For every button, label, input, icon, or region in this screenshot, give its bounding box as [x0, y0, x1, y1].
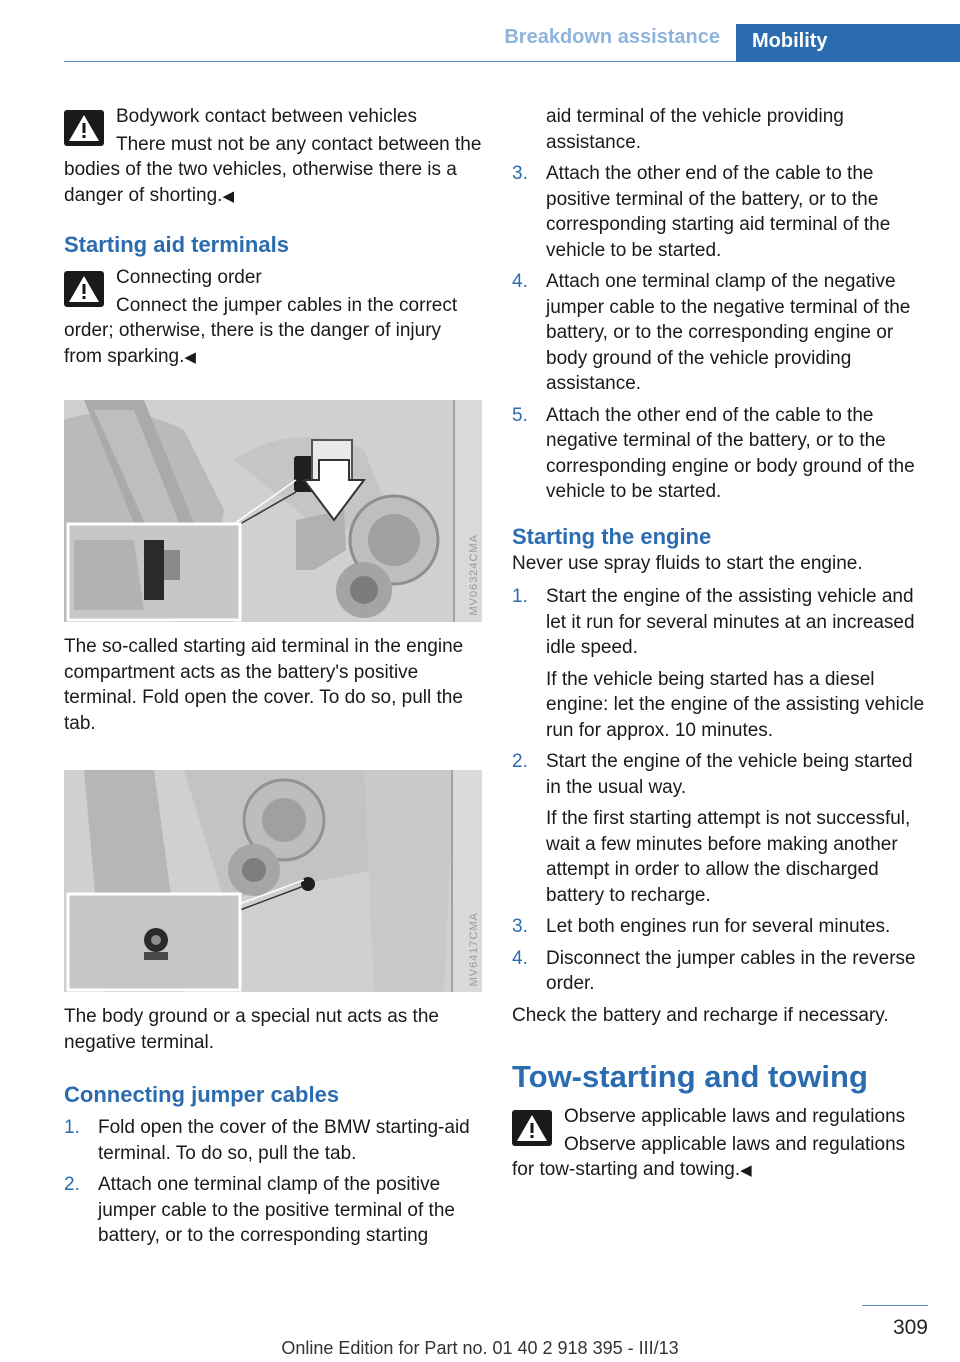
- figure-body-ground: [64, 770, 482, 992]
- step-text: Let both engines run for several minutes.: [546, 916, 891, 937]
- left-column: [64, 100, 482, 1255]
- warning-text: There must not be any contact between the bodies of the two vehicles, otherwise there is a danger of shorting.◀: [64, 133, 482, 206]
- warning-title: Connecting order: [116, 267, 262, 288]
- list-item: [512, 584, 928, 743]
- step-text: Disconnect the jumper cables in the reverse order.: [546, 947, 916, 994]
- engine-photo-positive-terminal: [64, 400, 482, 622]
- end-mark: ◀: [184, 348, 196, 366]
- step-text: Attach one terminal clamp of the positive jumper cable to the positive terminal of the battery, or to the corresponding starting: [98, 1174, 455, 1246]
- list-item: [64, 1115, 482, 1166]
- warning-triangle-icon: [64, 271, 104, 307]
- footer-divider: [862, 1305, 928, 1306]
- step-text: Start the engine of the vehicle being started in the usual way.: [546, 751, 913, 798]
- figure-code: MV6417CMA: [468, 911, 480, 986]
- step-text: Attach the other end of the cable to the negative terminal of the battery, or to the corresponding engine or body ground of the vehicle to be started.: [546, 404, 915, 502]
- warning-triangle-icon: [512, 1110, 552, 1146]
- step-number: 4.: [512, 271, 528, 292]
- paragraph-negative-terminal: The body ground or a special nut acts as the negative terminal.: [64, 1006, 439, 1053]
- heading-starting-aid-terminals: Starting aid terminals: [64, 232, 289, 257]
- heading-starting-the-engine: Starting the engine: [512, 523, 712, 549]
- warning-connecting-order: [64, 265, 482, 370]
- step-number: 2.: [64, 1174, 80, 1195]
- header-chapter-tab: Mobility: [736, 24, 960, 62]
- figure-code: MV06324CMA: [468, 534, 480, 616]
- step-number: 1.: [64, 1117, 80, 1138]
- step-text: Fold open the cover of the BMW starting-aid terminal. To do so, pull the tab.: [98, 1117, 470, 1164]
- step-number: 4.: [512, 947, 528, 969]
- warning-text: Observe applicable laws and regulations for tow-starting and towing.◀: [512, 1133, 906, 1180]
- figure-starting-aid-terminal: [64, 400, 482, 622]
- warning-laws-regulations: [512, 1104, 928, 1184]
- warning-triangle-icon: [64, 110, 104, 146]
- heading-connecting-jumper-cables: Connecting jumper cables: [64, 1082, 340, 1107]
- step-text: Start the engine of the assisting vehicle and let it run for several minutes at an increased idle speed.: [546, 586, 915, 658]
- step-text: Attach one terminal clamp of the negative jumper cable to the negative terminal of the battery, or to the corresponding engine or body ground of the vehicle providing assistance.: [546, 271, 911, 394]
- paragraph-spray-warning: Never use spray fluids to start the engine.: [512, 552, 863, 574]
- heading-tow-starting-and-towing: Tow-starting and towing: [512, 1059, 868, 1094]
- footer-edition-text: Online Edition for Part no. 01 40 2 918 395 - III/13: [281, 1338, 679, 1358]
- step-number: 3.: [512, 163, 528, 184]
- paragraph-starting-aid-terminal: The so-called starting aid terminal in the engine compartment acts as the battery's positive terminal. Fold open the cover. To do so, pull the tab.: [64, 636, 464, 734]
- connecting-steps-continued: [512, 104, 928, 505]
- engine-steps-list: [512, 584, 928, 997]
- step-text-continuation: aid terminal of the vehicle providing assistance.: [546, 106, 844, 153]
- list-item: [512, 403, 928, 505]
- right-column: [512, 100, 928, 1184]
- list-item: [512, 749, 928, 908]
- step-subtext: If the vehicle being started has a diesel engine: let the engine of the assisting vehicle run for approx. 10 minutes.: [546, 668, 925, 741]
- engine-photo-negative-terminal: [64, 770, 482, 992]
- step-text: Attach the other end of the cable to the positive terminal of the battery, or to the corresponding starting aid terminal of the vehicle to be started.: [546, 163, 891, 261]
- end-mark: ◀: [222, 187, 234, 205]
- warning-text: Connect the jumper cables in the correct order; otherwise, there is the danger of injury from sparking.◀: [64, 294, 458, 367]
- step-number: 3.: [512, 916, 528, 937]
- page-number: 309: [892, 1316, 928, 1339]
- list-item: [512, 946, 928, 997]
- step-subtext: If the first starting attempt is not successful, wait a few minutes before making another attempt in order to allow the discharged battery to recharge.: [546, 808, 911, 906]
- list-item: [64, 1172, 482, 1249]
- step-number: 1.: [512, 586, 528, 607]
- connecting-steps-list: [64, 1115, 482, 1249]
- list-item: [512, 104, 928, 155]
- paragraph-check-battery: Check the battery and recharge if necessary.: [512, 1004, 889, 1026]
- page-header: [64, 0, 960, 62]
- step-number: 5.: [512, 404, 528, 426]
- end-mark: ◀: [740, 1162, 752, 1179]
- list-item: [512, 914, 928, 940]
- header-section-title: Breakdown assistance: [504, 26, 720, 48]
- warning-title: Bodywork contact between vehicles: [116, 106, 417, 127]
- list-item: [512, 269, 928, 397]
- warning-bodywork-contact: [64, 104, 482, 209]
- warning-title: Observe applicable laws and regulations: [564, 1106, 906, 1127]
- list-item: [512, 161, 928, 263]
- step-number: 2.: [512, 751, 528, 772]
